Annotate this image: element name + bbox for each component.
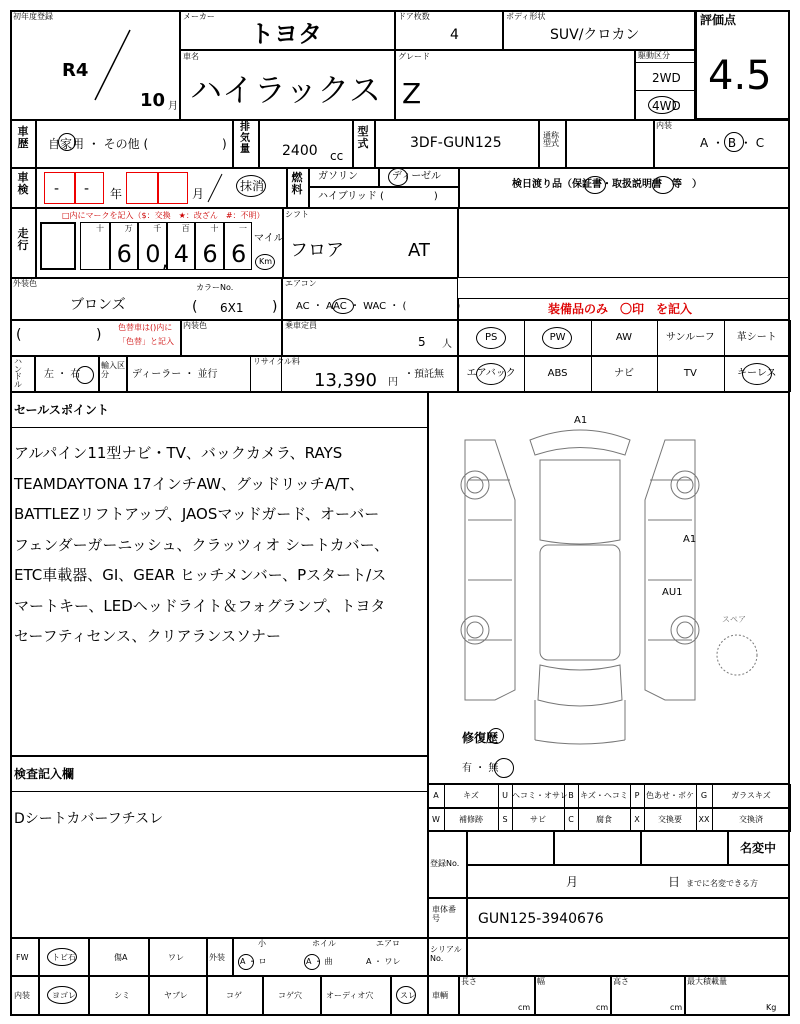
legend-text: U — [502, 791, 508, 800]
divider — [148, 976, 150, 1016]
history-value: 自家用 ・ その他 ( — [48, 137, 149, 151]
odo-unit: 十 — [210, 224, 219, 233]
body-type-label: ボディ形状 — [506, 12, 546, 21]
model-label: 型式 — [357, 125, 369, 151]
legend-text: ガラスキズ — [731, 791, 771, 800]
color-no-paren-open: ( — [192, 299, 198, 315]
equip-item: PS — [485, 332, 498, 343]
dims-box — [428, 976, 790, 1016]
diag-au1: AU1 — [662, 587, 683, 598]
exterior-label: 外装色 — [13, 279, 37, 288]
car-name-label: 車名 — [183, 52, 199, 61]
drive-label: 駆動区分 — [638, 51, 670, 60]
serial-box — [428, 938, 790, 976]
haba-label: 幅 — [537, 977, 545, 986]
koge-label: コゲ — [226, 991, 242, 1000]
divider — [466, 864, 790, 866]
inspection-label: 車検 — [17, 171, 29, 197]
repair-value: 有 ・ 無 — [462, 763, 499, 774]
tobi-circle — [47, 948, 77, 966]
history-label: 車歴 — [17, 125, 29, 151]
reg-year-month-unit: 月 — [168, 101, 178, 112]
maker-label: メーカー — [183, 12, 215, 21]
shift-label: シフト — [285, 210, 309, 219]
sales-line: セーフティセンス、クリアランスソナー — [14, 627, 282, 645]
reg-year-label: 初年度登録 — [13, 12, 53, 21]
legend-text: C — [568, 815, 574, 824]
weight-unit: Kg — [766, 1003, 777, 1012]
mileage-km: Km — [259, 257, 273, 266]
notes-value: Dシートカバーフチスレ — [14, 811, 164, 827]
maker-value: トヨタ — [250, 20, 322, 48]
fw-label: FW — [16, 953, 29, 962]
dims-label: 車輌 — [432, 991, 448, 1000]
registration-label: 登録No. — [430, 859, 460, 868]
insp-dash2: - — [84, 181, 90, 197]
recycle-deposit: ・預託無 — [404, 369, 444, 380]
import-label: 輸入区分 — [101, 361, 125, 379]
legend-text: 腐食 — [596, 815, 612, 824]
sales-line: フェンダーガーニッシュ、クラッツィオ シートカバー、 — [14, 535, 389, 554]
legend-text: 交換済 — [739, 815, 763, 824]
odo-digit: 6 — [116, 240, 132, 268]
naiso-label: 内装 — [14, 991, 30, 1000]
equip-header: 装備品のみ 〇印 を記入 — [548, 302, 693, 316]
divider — [88, 938, 90, 976]
divider — [262, 976, 264, 1016]
odo-digit: 6 — [202, 240, 218, 268]
shift-floor: フロア — [290, 240, 344, 261]
haba-unit: cm — [596, 1003, 609, 1012]
equip-item: キーレス — [737, 368, 777, 379]
chassis-label: 車体番号 — [432, 905, 456, 923]
sales-line: アルパイン11型ナビ・TV、バックカメラ、RAYS — [14, 444, 343, 462]
odo-unit: 十 — [96, 224, 104, 233]
insp-dash1: - — [54, 181, 60, 197]
divider — [206, 976, 208, 1016]
odo-unit: 万 — [124, 224, 133, 233]
model-value: 3DF-GUN125 — [410, 135, 502, 151]
kizu-label: 傷A — [114, 953, 128, 962]
interior-color-label: 内装色 — [183, 321, 207, 330]
a-kyoku: A ・ 曲 — [306, 957, 333, 966]
mileage-note: □内にマークを記入（$：交換 ★：改ざん #：不明） — [62, 211, 265, 220]
color-change-note2: 「色替」と記入 — [118, 337, 174, 346]
fuel-diesel: ディーゼル — [392, 171, 441, 182]
repair-label: 修復歴 — [462, 731, 499, 745]
legend-text: W — [432, 815, 440, 824]
displacement-label: 排気量 — [240, 122, 250, 155]
fuel-hybrid-paren: ( ) — [380, 191, 438, 202]
nagasa-unit: cm — [518, 1003, 531, 1012]
name-change: 名変中 — [740, 841, 777, 855]
aircon-value: AC ・ AAC ・ WAC ・ ( ) — [296, 301, 461, 312]
audio-label: オーディオ穴 — [326, 991, 374, 1000]
fuel-label: 燃料 — [291, 171, 303, 197]
equip-item: ABS — [547, 368, 568, 379]
divider — [640, 830, 642, 864]
equip-item: PW — [549, 332, 566, 343]
docs-label: 検日渡り品（保証書・取扱説明書 等 ） — [512, 179, 702, 190]
legend-text: ヘコミ・オサレ — [512, 791, 568, 800]
legend-text: X — [634, 815, 640, 824]
odo-comma: , — [161, 248, 169, 272]
divider — [206, 938, 208, 976]
divider — [38, 976, 40, 1016]
odo-unit: 千 — [153, 224, 162, 233]
kogeana-label: コゲ穴 — [278, 991, 302, 1000]
serial-label: シリアルNo. — [430, 945, 462, 963]
capacity-unit: 人 — [442, 339, 452, 350]
interior-grade-label: 内装 — [656, 121, 672, 130]
sales-line: マートキー、LEDヘッドライト＆フォグランプ、トヨタ — [14, 596, 386, 615]
divider — [534, 976, 536, 1016]
ware-label: ワレ — [168, 953, 184, 962]
repair-label-circle — [488, 728, 504, 744]
mileage-label: 走行 — [17, 227, 29, 253]
sure-circle — [396, 986, 416, 1004]
legend-text: S — [502, 815, 508, 824]
reg-day: 日 — [668, 875, 681, 889]
divider — [610, 976, 612, 1016]
capacity-label: 乗車定員 — [285, 321, 317, 330]
recycle-unit: 円 — [388, 377, 398, 388]
divider — [38, 938, 40, 976]
aircon-label: エアコン — [285, 279, 317, 288]
odo-digit: 6 — [231, 240, 247, 268]
sales-line: TEAMDAYTONA 17インチAW、グッドリッチA/T、 — [14, 474, 365, 493]
fuel-gas: ガソリン — [318, 171, 358, 182]
drive-4wd: 4WD — [652, 99, 681, 113]
odo-digit: 4 — [173, 240, 190, 268]
a-i: A ・ ロ — [240, 957, 267, 966]
tobi-label: トビ石 — [52, 953, 76, 962]
divider — [466, 938, 468, 976]
color-no-label: カラーNo. — [196, 283, 234, 292]
divider — [232, 938, 234, 976]
reg-deadline: までに名変できる方 — [686, 879, 758, 888]
color-change-open: ( — [16, 327, 22, 343]
body-type-value: SUV/クロカン — [550, 27, 640, 43]
doors-value: 4 — [450, 27, 459, 43]
legend-text: G — [700, 791, 708, 800]
sure-label: スレ — [400, 991, 416, 1000]
displacement-unit: cc — [330, 149, 344, 163]
color-no: 6X1 — [220, 301, 244, 315]
odo-digit: 0 — [145, 240, 161, 268]
gaiso-label: 外装 — [209, 953, 225, 962]
legend-text: 色あせ・ボケ — [646, 791, 694, 800]
history-close: ) — [222, 137, 227, 151]
capacity-value: 5 — [418, 335, 426, 349]
reg-year-month: 10 — [140, 90, 166, 111]
reg-year-era: R4 — [62, 60, 89, 81]
yabure-label: ヤブレ — [164, 991, 188, 1000]
score-value: 4.5 — [708, 53, 772, 99]
import-value: ディーラー ・ 並行 — [132, 369, 218, 380]
legend-text: 交換要 — [658, 815, 682, 824]
odo-unit: 一 — [239, 224, 247, 233]
grade-label: グレード — [398, 52, 430, 61]
diag-a1-top: A1 — [574, 415, 588, 426]
sales-label: セールスポイント — [14, 403, 109, 417]
divider — [727, 830, 729, 864]
weight-label: 最大積載量 — [687, 977, 727, 986]
drive-2wd: 2WD — [652, 71, 681, 85]
equip-item: 革シート — [736, 332, 777, 343]
yogore-label: ヨゴレ — [52, 991, 76, 1000]
diag-spare: スペア — [722, 615, 746, 624]
recycle-value: 13,390 — [314, 370, 377, 391]
divider — [458, 976, 460, 1016]
divider — [466, 898, 468, 938]
shimi-label: シミ — [114, 991, 130, 1000]
nagasa-label: 長さ — [461, 977, 477, 986]
displacement-value: 2400 — [282, 143, 318, 159]
repair-circle — [494, 758, 514, 778]
color-change-close: ) — [96, 327, 102, 343]
equip-item: TV — [683, 368, 697, 379]
sho-label: 小 — [258, 939, 266, 948]
sales-line: ETC車載器、GI、GEAR ヒッチメンバー、Pスタート/ス — [14, 566, 387, 584]
equip-item: サンルーフ — [666, 332, 715, 343]
legend-text: XX — [698, 815, 710, 824]
sho-circle — [238, 954, 254, 970]
a-ware: A ・ ワレ — [366, 957, 401, 966]
equip-item: ナビ — [613, 368, 634, 379]
insp-year-unit: 年 — [110, 187, 123, 201]
chassis-value: GUN125-3940676 — [478, 911, 604, 927]
divider — [148, 938, 150, 976]
legend-text: A — [433, 791, 439, 800]
divider — [553, 830, 555, 864]
reg-month: 月 — [566, 875, 579, 889]
diag-a1-right: A1 — [683, 534, 697, 545]
mileage-mile: マイル — [254, 233, 284, 244]
legend-text: 補修跡 — [459, 815, 483, 824]
divider — [684, 976, 686, 1016]
common-model-label: 通称型式 — [543, 131, 559, 148]
legend-text: P — [634, 791, 640, 800]
legend-text: キズ — [463, 791, 479, 800]
equip-item: AW — [615, 332, 633, 343]
notes-label: 検査記入欄 — [14, 767, 75, 781]
color-change-note1: 色替車は()内に — [118, 323, 173, 332]
score-label: 評価点 — [700, 13, 737, 27]
legend-text: サビ — [530, 815, 546, 824]
divider — [320, 976, 322, 1016]
earo-label: エアロ — [376, 939, 400, 948]
divider — [88, 976, 90, 1016]
odo-unit: 百 — [181, 224, 190, 233]
takasa-unit: cm — [670, 1003, 683, 1012]
interior-grade-value: A ・ B ・ C — [700, 136, 765, 150]
insp-expired: 抹消 — [240, 179, 265, 193]
hoiru-circle — [304, 954, 320, 970]
sales-line: BATTLEZリフトアップ、JAOSマッドガード、オーバー — [14, 505, 380, 523]
handle-value: 左 ・ 右 — [44, 369, 81, 380]
fuel-hybrid: ハイブリッド — [318, 191, 377, 202]
legend-text: キズ・ヘコミ — [580, 791, 628, 800]
legend-text: B — [568, 791, 574, 800]
grade-value: Z — [402, 77, 422, 110]
shift-type: AT — [408, 240, 430, 261]
recycle-label: リサイクル料 — [253, 357, 300, 366]
car-name-value: ハイラックス — [190, 71, 382, 109]
doors-label: ドア枚数 — [398, 12, 430, 21]
exterior-color: ブロンズ — [70, 297, 126, 313]
color-no-paren-close: ) — [272, 299, 278, 315]
handle-label: ハンドル — [14, 357, 22, 389]
hoiru-label: ホイル — [312, 939, 336, 948]
yogore-circle — [47, 986, 77, 1004]
takasa-label: 高さ — [613, 977, 629, 986]
insp-month-unit: 月 — [192, 187, 205, 201]
equip-item: エアバック — [466, 368, 516, 379]
divider — [390, 976, 392, 1016]
